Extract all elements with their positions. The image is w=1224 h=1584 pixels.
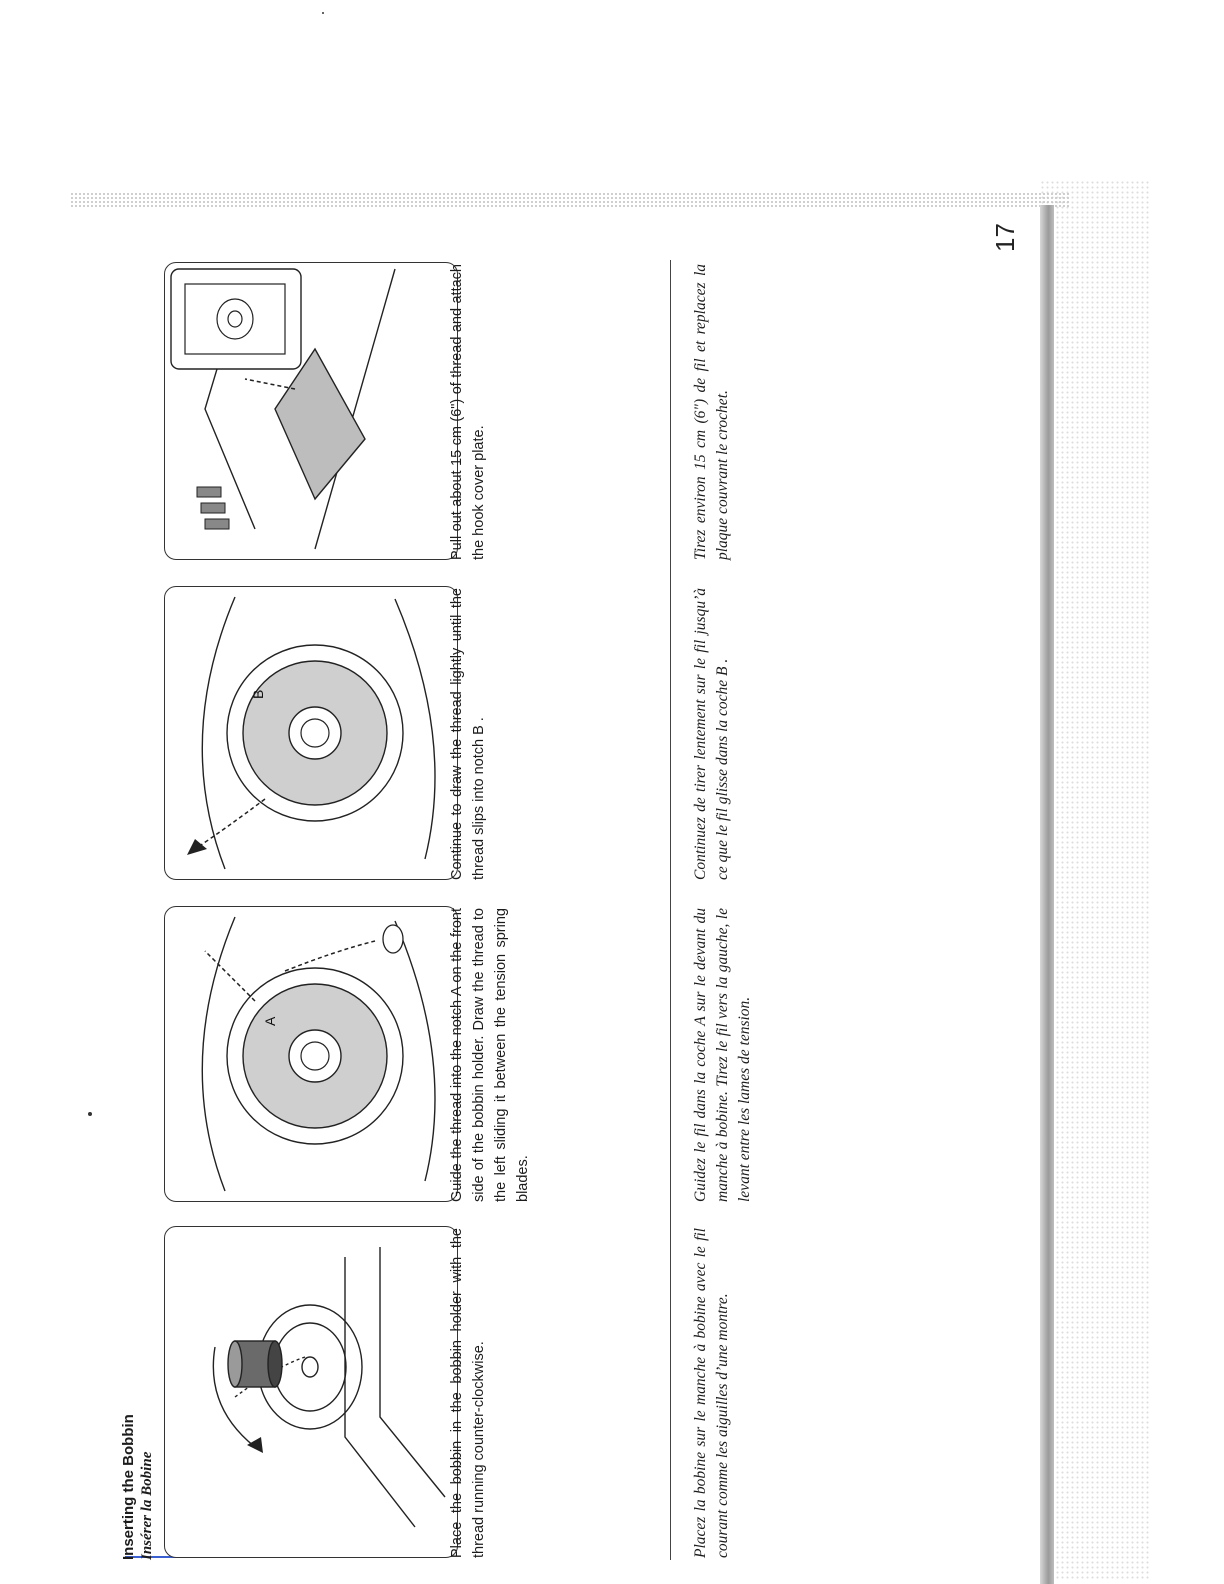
hook-cover-plate-drawing xyxy=(165,263,457,559)
rotated-page-content xyxy=(120,260,1040,1560)
notch-b-label: B xyxy=(250,689,266,699)
step-2-text-fr: Guidez le fil dans la coche A sur le devant du manche à bobine. Tirez le fil vers la gauche, le levant entre les lames de tension. xyxy=(692,908,753,1202)
step-2-text-en: Guide the thread into the notch A on the front side of the bobbin holder. Draw the thread to the left sliding it between the tension spring blades. xyxy=(449,908,531,1202)
thread-notch-a-drawing xyxy=(165,907,457,1201)
step-1-text-fr: Placez la bobine sur le manche à bobine avec le fil courant comme les aiguilles d’une montre. xyxy=(692,1228,731,1558)
step-3-text-fr: Continuez de tirer lentement sur le fil jusqu’à ce que le fil glisse dans la coche B . xyxy=(692,588,731,880)
scan-stipple-right xyxy=(1040,180,1150,1580)
section-title xyxy=(120,1414,156,1560)
notch-a-label: A xyxy=(262,1016,278,1026)
thread-notch-b-illustration xyxy=(164,586,458,880)
step-4-text-en: Pull out about 15 cm (6") of thread and attach the hook cover plate. xyxy=(449,264,487,560)
title-english: Inserting the Bobbin xyxy=(120,1414,137,1560)
language-divider xyxy=(670,260,671,1560)
page-edge-shadow xyxy=(1040,205,1054,1584)
hook-cover-plate-illustration xyxy=(164,262,458,560)
step-1-text-en: Place the bobbin in the bobbin holder with the thread running counter-clockwise. xyxy=(449,1228,487,1558)
thread-notch-b-drawing xyxy=(165,587,457,879)
scan-speck xyxy=(88,1112,92,1116)
scan-speck xyxy=(322,12,324,14)
step-3-text-en: Continue to draw the thread lightly until the thread slips into notch B . xyxy=(449,588,487,880)
thread-notch-a-illustration xyxy=(164,906,458,1202)
bobbin-placement-illustration xyxy=(164,1226,458,1558)
scan-stipple-top xyxy=(70,192,1070,208)
title-french: Insérer la Bobine xyxy=(139,1451,155,1560)
page-number: 17 xyxy=(990,223,1020,252)
step-4-text-fr: Tirez environ 15 cm (6") de fil et replacez la plaque couvrant le crochet. xyxy=(692,264,731,560)
bobbin-placement-drawing xyxy=(165,1227,457,1557)
